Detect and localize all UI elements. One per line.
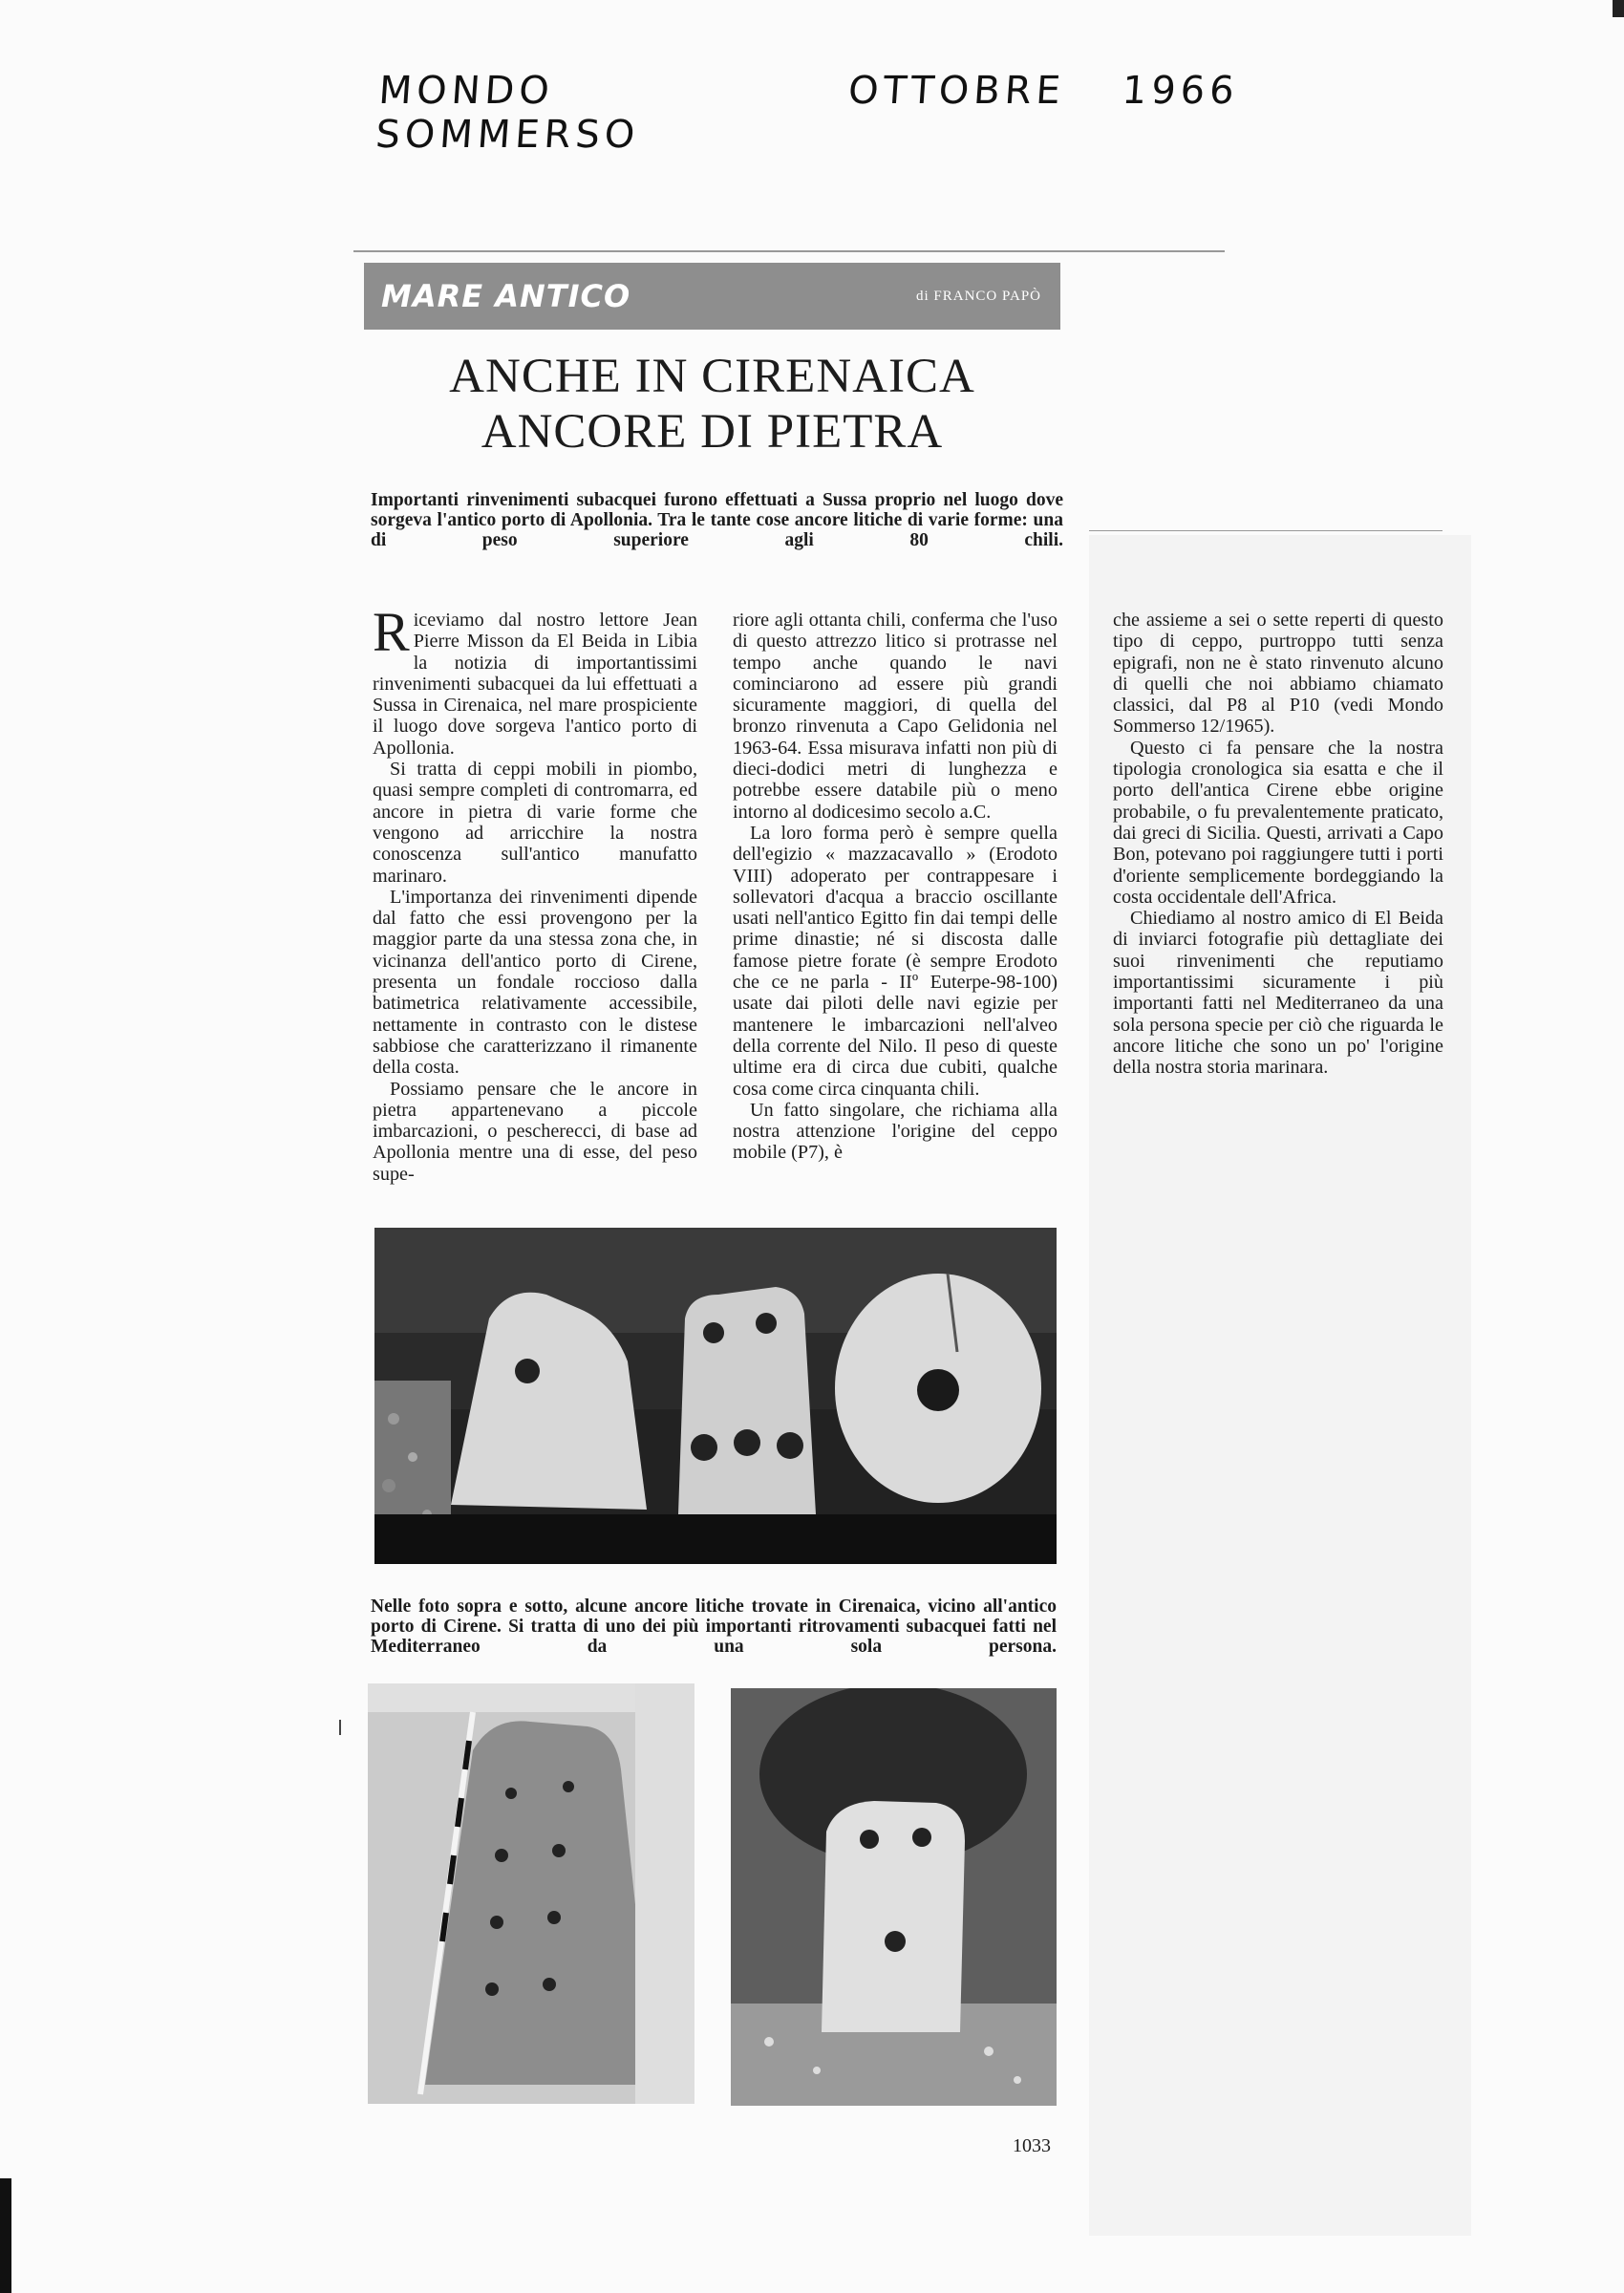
headline-line-2: ANCORE DI PIETRA xyxy=(481,405,944,459)
margin-tick xyxy=(339,1720,341,1735)
paragraph: Questo ci fa pensare che la nostra tipologia cronologica sia esatta e che il porto dell'antica Cirene ebbe origine probabile, o fu prevalentemente praticato, dai greci di Sicilia. Questi, arrivati a Capo Bon, potevano poi raggiungere tutti i porti d'oriente semplicemente bordeggiando la costa occidentale dell'Africa. xyxy=(1113,737,1443,908)
text-column-2 xyxy=(733,610,1058,1164)
text-column-3 xyxy=(1113,610,1443,1079)
article-headline xyxy=(364,349,1060,460)
lead-rule xyxy=(1089,530,1442,531)
paragraph: Si tratta di ceppi mobili in piombo, quasi sempre completi di contromarra, ed ancore in pietra di varie forme che vengono ad arricchire la nostra conoscenza sull'antico manufatto marinaro. xyxy=(373,759,697,887)
photo-slab-anchor xyxy=(368,1683,694,2104)
section-header-bar xyxy=(364,263,1060,330)
paragraph: L'importanza dei rinvenimenti dipende dal fatto che essi provengono per la maggior parte da una stessa zona che, in vicinanza dell'antico porto di Cirene, presenta un fondale roccioso dalla batimetrica relativamente accessibile, nettamente in contrasto con le distese sabbiose che caratterizzano il rimanente della costa. xyxy=(373,886,697,1079)
handwritten-note xyxy=(374,69,1240,157)
paragraph: che assieme a sei o sette reperti di questo tipo di ceppo, purtroppo tutti senza epigrafi, non ne è stato rinvenuto alcuno di quelli che noi abbiamo chiamato classici, dal P8 al P10 (vedi Mondo Sommerso 12/1965). xyxy=(1113,610,1443,738)
photo-upright-anchor xyxy=(731,1688,1057,2106)
top-rule xyxy=(353,250,1225,252)
page-number: 1033 xyxy=(1013,2135,1051,2156)
text-column-1 xyxy=(373,601,697,1185)
scan-corner-mark xyxy=(1613,0,1624,17)
article-lead: Importanti rinvenimenti subacquei furono effettuati a Sussa proprio nel luogo dove sorgeva l'antico porto di Apollonia. Tra le tante cose ancore litiche di varie forme: una di peso superiore agli 80 chili. xyxy=(371,490,1063,550)
paragraph xyxy=(373,601,697,759)
paragraph-text: iceviamo dal nostro lettore Jean Pierre Misson da El Beida in Libia la notizia di importantissimi rinvenimenti subacquei da lui effettuati a Sussa in Cirenaica, nel mare prospiciente il luogo dove sorgeva l'antico porto di Apollonia. xyxy=(373,610,697,759)
section-title: MARE ANTICO xyxy=(381,278,631,314)
photo-three-stone-anchors xyxy=(374,1228,1057,1564)
author-byline: di FRANCO PAPÒ xyxy=(916,288,1041,304)
upright-photo-art xyxy=(731,1688,1057,2106)
handwritten-month: OTTOBRE xyxy=(846,69,1067,113)
headline-line-1: ANCHE IN CIRENAICA xyxy=(449,350,975,403)
paragraph: Chiediamo al nostro amico di El Beida di inviarci fotografie più dettagliate dei suoi rinvenimenti che reputiamo importantissimi sicuramente i più importanti fatti nel Mediterraneo da una sola persona specie per ciò che riguarda le ancore litiche che sono un po' l'origine della nostra storia marinara. xyxy=(1113,908,1443,1079)
paragraph: Un fatto singolare, che richiama alla nostra attenzione l'origine del ceppo mobile (P7), è xyxy=(733,1099,1058,1164)
handwritten-year: 1966 xyxy=(1121,69,1241,113)
handwritten-publication: MONDO SOMMERSO xyxy=(374,69,641,157)
anchors-photo-art xyxy=(374,1228,1057,1564)
paragraph: La loro forma però è sempre quella dell'egizio « mazzacavallo » (Erodoto VIII) adoperato per contrappesare i sollevatori d'acqua a braccio oscillante usati nell'antico Egitto fin dai tempi delle prime dinastie; né si discosta dalle famose pietre forate (è sempre Erodoto che ce ne parla - IIº Euterpe-98-100) usate dai piloti delle navi egizie per mantenere le imbarcazioni nell'alveo della corrente del Nilo. Il peso di queste ultime era di circa due cubiti, qualche cosa come circa cinquanta chili. xyxy=(733,822,1058,1100)
scan-edge-bar xyxy=(0,2178,11,2293)
slab-photo-art xyxy=(368,1683,694,2104)
paragraph: Possiamo pensare che le ancore in pietra appartenevano a piccole imbarcazioni, o pescherecci, di base ad Apollonia mentre una di esse, del peso supe- xyxy=(373,1078,697,1185)
paragraph: riore agli ottanta chili, conferma che l'uso di questo attrezzo litico si protrasse nel tempo anche quando le navi cominciarono ad essere più grandi sicuramente maggiori, di quella del bronzo rinvenuta a Capo Gelidonia nel 1963-64. Essa misurava infatti non più di dieci-dodici metri di lunghezza e potrebbe essere databile più o meno intorno al dodicesimo secolo a.C. xyxy=(733,610,1058,823)
drop-cap: R xyxy=(373,601,410,663)
photo-caption: Nelle foto sopra e sotto, alcune ancore litiche trovate in Cirenaica, vicino all'antico porto di Cirene. Si tratta di uno dei più importanti ritrovamenti subacquei fatti nel Mediterraneo da una sola persona. xyxy=(371,1597,1057,1657)
